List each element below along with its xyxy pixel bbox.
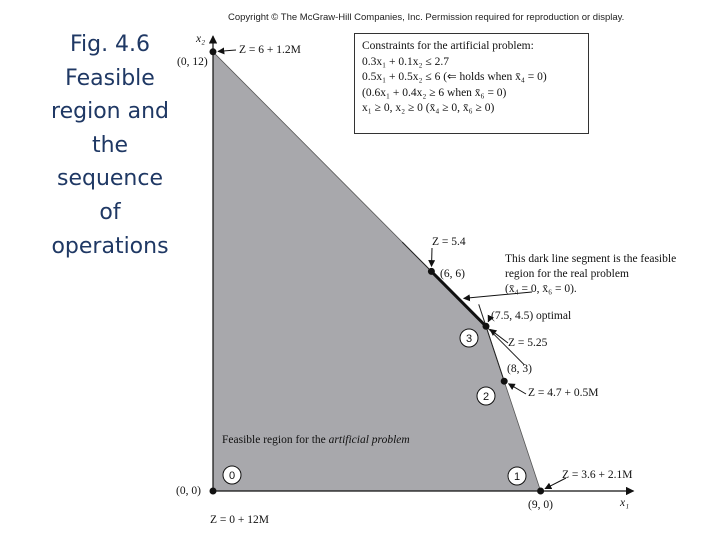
step-number-2: 2 [482,391,490,403]
vertex-marker-v6-6 [428,268,435,275]
vertex-marker-v0-12 [210,48,217,55]
z-value-6-6: Z = 5.4 [432,236,466,248]
vertex-label-9-0: (9, 0) [528,499,553,511]
caption-line: operations [51,233,169,259]
caption-line: sequence [56,166,163,192]
step-number-1: 1 [513,471,521,483]
constraints-title: Constraints for the artificial problem: [362,40,534,52]
z-value-0-12: Z = 6 + 1.2M [239,44,301,56]
z-value-8-3: Z = 4.7 + 0.5M [528,387,599,399]
leader-arrow [490,329,508,343]
vertex-label-origin: (0, 0) [176,485,201,497]
caption-line: Fig. 4.6 [69,32,151,57]
region-label: Feasible region for the artificial problem [222,434,410,446]
z-value-origin: Z = 0 + 12M [210,514,269,526]
vertex-marker-v9-0 [537,488,544,495]
y-axis-label: x₂ [196,33,206,45]
constraint-line: x₁ ≥ 0, x₂ ≥ 0 (x̄₄ ≥ 0, x̄₆ ≥ 0) [362,102,495,114]
feasible-segment-note: This dark line segment is the feasible region for the real problem (x̄₄ = 0, x̄₆ = 0). [505,253,677,295]
vertex-label-6-6: (6, 6) [440,268,465,280]
vertex-marker-origin [210,488,217,495]
copyright-notice: Copyright © The McGraw-Hill Companies, Inc. Permission required for reproduction or display. [228,12,625,23]
vertex-label-7-5-4-5: (7.5, 4.5) optimal [491,310,572,322]
vertex-label-0-12: (0, 12) [177,56,208,68]
caption-line: Feasible [65,65,155,91]
step-number-3: 3 [465,333,473,345]
leader-arrow [488,318,490,322]
vertex-marker-v8-3 [501,378,508,385]
vertex-marker-v75-45 [483,323,490,330]
z-value-9-0: Z = 3.6 + 2.1M [562,469,633,481]
caption-line: region and [51,99,169,125]
constraint-line: (0.6x₁ + 0.4x₂ ≥ 6 when x̄₆ = 0) [362,86,507,99]
caption-line: of [99,199,121,225]
constraint-line: 0.5x₁ + 0.5x₂ ≤ 6 (⇐ holds when x̄₄ = 0) [362,71,547,83]
constraints-box [354,33,589,134]
z-value-7-5-4-5: Z = 5.25 [508,337,548,349]
leader-arrow [218,50,236,51]
vertex-label-8-3: (8, 3) [507,363,532,375]
constraint-line: 0.3x₁ + 0.1x₂ ≤ 2.7 [362,55,449,68]
step-number-0: 0 [228,470,236,482]
leader-arrow [509,384,526,394]
x-axis-label: x₁ [620,497,630,509]
caption-line: the [91,132,129,158]
